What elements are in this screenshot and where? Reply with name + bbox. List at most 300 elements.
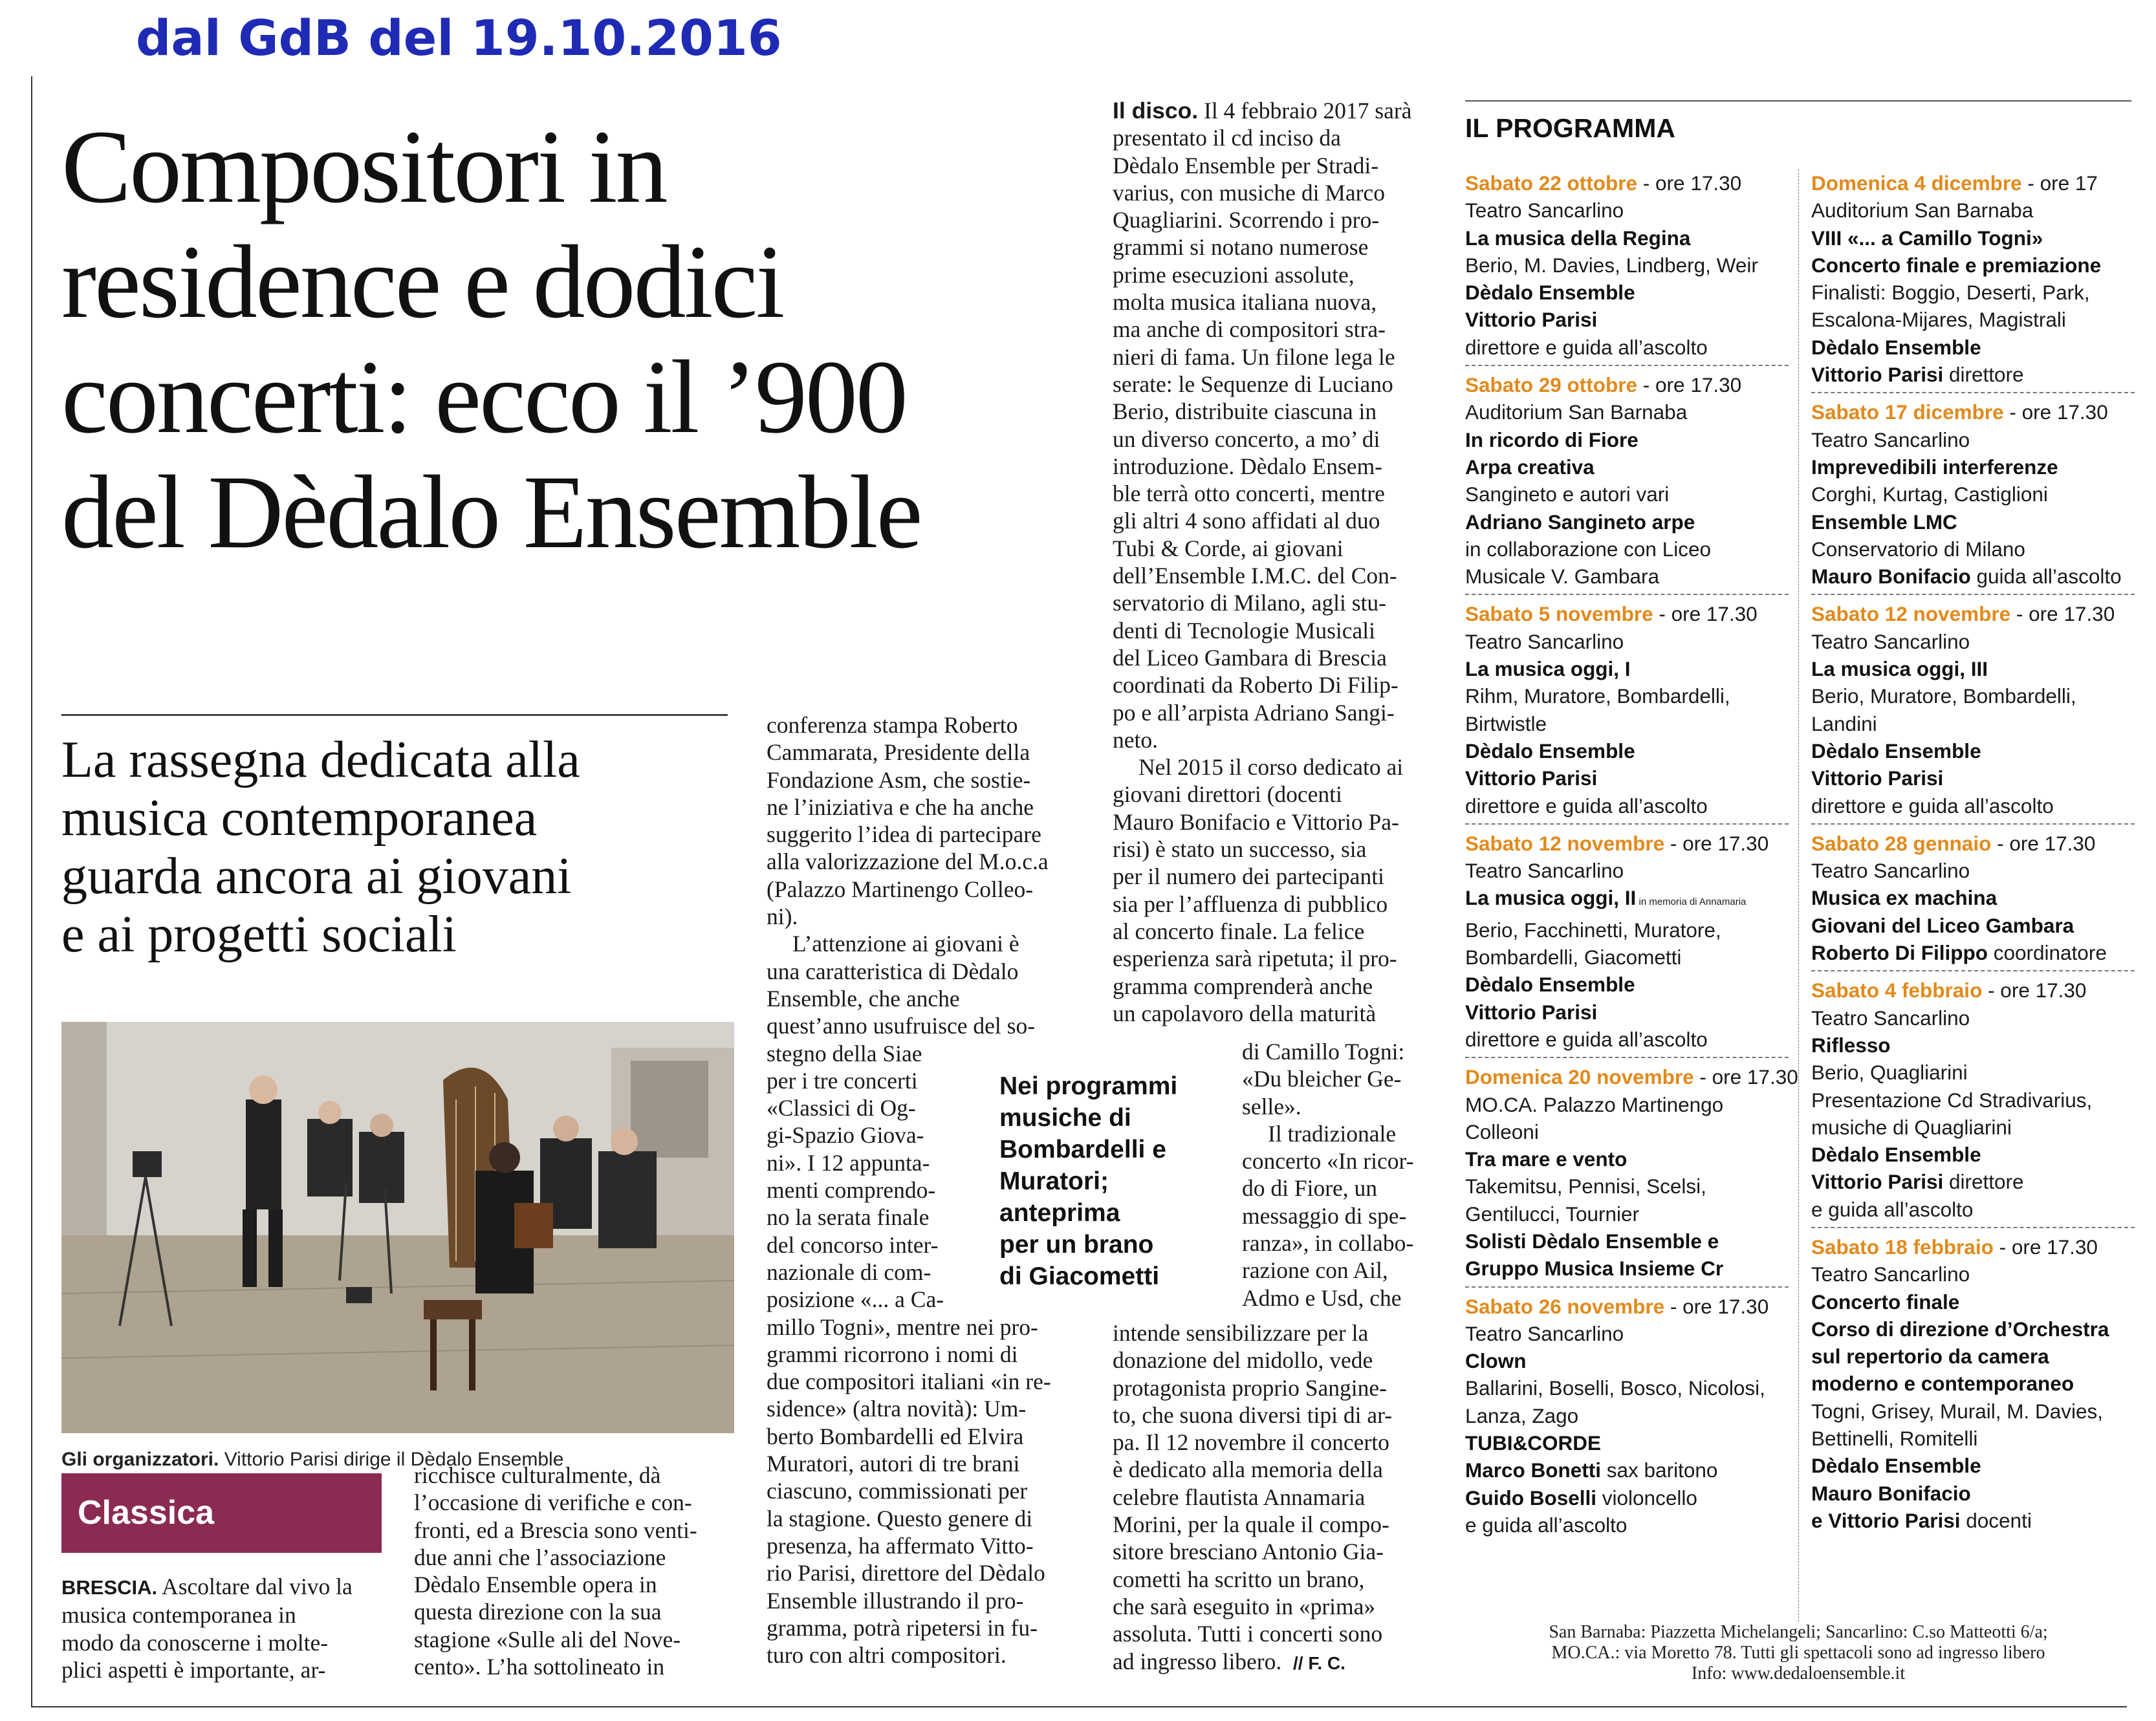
event-separator: [1465, 1057, 1789, 1058]
text-line: (Palazzo Martinengo Colleo-: [767, 876, 1034, 902]
event-detail: moderno e contemporaneo: [1811, 1372, 2074, 1396]
caption-text: Vittorio Parisi dirige il Dèdalo Ensemble: [219, 1449, 564, 1470]
event-time: - ore 17.30: [1653, 602, 1758, 626]
programma-footer: [1465, 1622, 2131, 1684]
event-entry: [1465, 169, 1789, 361]
text-line: stegno della Siae: [767, 1040, 922, 1066]
text-line: presenza, ha affermato Vitto-: [767, 1532, 1034, 1559]
event-separator: [1465, 1286, 1789, 1288]
event-detail-line: [1465, 1145, 1789, 1173]
text-line: Quagliarini. Scorrendo i pro-: [1113, 207, 1380, 233]
event-detail: Solisti Dèdalo Ensemble e: [1465, 1229, 1719, 1253]
text-line: modo da conoscerne i molte-: [61, 1629, 329, 1656]
text-line: l’occasione di verifiche e con-: [414, 1489, 692, 1516]
pull-quote-line: per un brano: [999, 1231, 1154, 1259]
event-detail-line: [1811, 792, 2135, 819]
programma-rule: [1465, 100, 2131, 102]
event-detail: Rihm, Muratore, Bombardelli,: [1465, 684, 1730, 708]
text-line: [1113, 1648, 1439, 1677]
event-detail: VIII «... a Camillo Togni»: [1811, 226, 2043, 250]
event-detail: Mauro Bonifacio: [1811, 1481, 1971, 1505]
event-detail-line: [1465, 792, 1789, 819]
event-detail-line: [1811, 481, 2135, 508]
event-detail-line: [1465, 224, 1789, 252]
event-detail-line: [1811, 1196, 2135, 1223]
event-detail-line: [1465, 710, 1789, 737]
text-line: turo con altri compositori.: [767, 1642, 1007, 1669]
text-line: di Camillo Togni:: [1242, 1039, 1405, 1065]
event-time: - ore 17.30: [1637, 373, 1742, 397]
event-detail: Teatro Sancarlino: [1465, 629, 1624, 653]
event-entry: [1811, 169, 2135, 388]
programma-title: IL PROGRAMMA: [1465, 113, 1675, 143]
text-line: del Liceo Gambara di Brescia: [1113, 644, 1387, 671]
event-detail: Landini: [1811, 711, 1877, 735]
text-line: gramma comprenderà anche: [1113, 973, 1373, 999]
event-detail-line: [1465, 999, 1789, 1026]
text-line: menti comprendo-: [767, 1177, 936, 1204]
text-line: risi) è stato un successo, sia: [1113, 836, 1367, 863]
event-detail: Riflesso: [1811, 1033, 1891, 1057]
event-detail-line: [1465, 1255, 1789, 1282]
event-date: Sabato 17 dicembre: [1811, 400, 2004, 424]
event-date: Sabato 26 novembre: [1465, 1294, 1665, 1318]
text-line: Morini, per la quale il compo-: [1113, 1511, 1389, 1538]
text-line: una caratteristica di Dèdalo: [767, 958, 1019, 984]
event-detail: musiche di Quagliarini: [1811, 1115, 2012, 1139]
event-detail-line: [1811, 361, 2135, 388]
event-entry: [1465, 600, 1789, 819]
text-line: L’attenzione ai giovani è: [792, 931, 1019, 957]
event-detail-line: [1465, 1320, 1789, 1347]
event-detail-line: [1465, 398, 1789, 426]
text-line: per il numero dei partecipanti: [1113, 863, 1384, 890]
pull-quote-line: Nei programmi: [999, 1072, 1178, 1100]
event-detail: Teatro Sancarlino: [1465, 859, 1624, 883]
text-line: cento». L’ha sottolineato in: [414, 1654, 665, 1680]
event-detail-line: [1465, 628, 1789, 655]
event-detail-line: [1811, 279, 2135, 306]
subheadline: [61, 731, 734, 964]
subhead-line: e ai progetti sociali: [61, 906, 457, 963]
text-line: prime esecuzioni assolute,: [1113, 261, 1355, 288]
text-line: un diverso concerto, a mo’ di: [1113, 426, 1380, 452]
event-detail-line: [1811, 306, 2135, 333]
event-time: - ore 17.30: [1664, 1294, 1769, 1318]
event-detail: Bombardelli, Giacometti: [1465, 946, 1682, 969]
event-separator: [1465, 594, 1789, 595]
text-line: pa. Il 12 novembre il concerto: [1113, 1429, 1389, 1456]
event-time: - ore 17.30: [1637, 171, 1742, 195]
section-lead: Il disco.: [1113, 98, 1199, 124]
article-column-4-bottom: [1113, 1319, 1439, 1677]
event-detail-line: [1465, 536, 1789, 563]
text-line: ciascuno, commissionati per: [767, 1478, 1028, 1504]
event-detail-line: [1465, 1173, 1789, 1200]
text-line: è dedicato alla memoria della: [1113, 1456, 1383, 1483]
event-date-line: [1811, 169, 2135, 197]
text-line: selle».: [1242, 1093, 1301, 1120]
text-line: un capolavoro della maturità: [1113, 1000, 1377, 1026]
event-detail: Dèdalo Ensemble: [1811, 1454, 1981, 1478]
event-detail-line: [1465, 1511, 1789, 1539]
text-line: posizione «... a Ca-: [767, 1286, 944, 1313]
text-line: po e all’arpista Adriano Sangi-: [1113, 699, 1395, 726]
event-detail: Dèdalo Ensemble: [1465, 281, 1635, 305]
event-detail: direttore e guida all’ascolto: [1811, 794, 2054, 817]
text-line: Fondazione Asm, che sostie-: [767, 766, 1031, 793]
event-detail: TUBI&CORDE: [1465, 1431, 1601, 1455]
event-detail-line: [1811, 508, 2135, 536]
event-detail: Teatro Sancarlino: [1811, 859, 1970, 883]
event-separator: [1811, 970, 2135, 971]
event-detail-line: [1811, 453, 2135, 481]
pull-quote-line: musiche di: [999, 1104, 1131, 1132]
text-line: cometti ha scritto un brano,: [1113, 1566, 1365, 1592]
event-detail: Dèdalo Ensemble: [1811, 1143, 1981, 1167]
article-column-4: [1113, 97, 1439, 1027]
event-detail-role: direttore: [1943, 363, 2024, 387]
event-entry: [1811, 600, 2135, 819]
event-detail-line: [1465, 481, 1789, 508]
subhead-line: musica contemporanea: [61, 790, 538, 847]
event-detail-line: [1811, 1032, 2135, 1059]
event-detail: Berio, M. Davies, Lindberg, Weir: [1465, 253, 1758, 277]
text-line: «Du bleicher Ge-: [1242, 1066, 1402, 1092]
event-detail: Vittorio Parisi: [1811, 1170, 1944, 1194]
event-detail: e Vittorio Parisi: [1811, 1508, 1961, 1532]
event-detail-line: [1811, 252, 2135, 279]
event-detail: direttore e guida all’ascolto: [1465, 1027, 1708, 1051]
event-time: - ore 17.30: [1664, 831, 1769, 855]
programma-right-column: [1811, 169, 2135, 1534]
event-detail-line: [1465, 1200, 1789, 1228]
text-line: introduzione. Dèdalo Ensem-: [1113, 453, 1383, 479]
text-line: ne l’iniziativa e che ha anche: [767, 794, 1034, 820]
event-detail: Berio, Muratore, Bombardelli,: [1811, 684, 2076, 708]
headline-line: del Dèdalo Ensemble: [61, 455, 921, 570]
headline: [61, 110, 1071, 570]
event-detail: La musica oggi, I: [1465, 657, 1631, 681]
event-date: Sabato 18 febbraio: [1811, 1235, 1994, 1259]
event-detail-line: [1465, 655, 1789, 682]
text-span: Il 4 febbraio 2017 sarà: [1198, 98, 1412, 124]
event-detail-line: [1465, 1118, 1789, 1145]
event-detail-line: [1465, 1347, 1789, 1374]
headline-line: Compositori in: [61, 109, 666, 225]
event-entry: [1811, 398, 2135, 590]
event-detail-note: in memoria di Annamaria: [1636, 896, 1747, 908]
event-detail-role: direttore: [1943, 1170, 2024, 1194]
event-separator: [1465, 365, 1789, 366]
pull-quote-line: anteprima: [999, 1199, 1120, 1227]
text-line: donazione del midollo, vede: [1113, 1347, 1373, 1374]
event-detail-line: [1465, 916, 1789, 944]
text-line: grammi ricorrono i nomi di: [767, 1341, 1018, 1367]
footer-line: San Barnaba: Piazzetta Michelangeli; Sancarlino: C.so Matteotti 6/a;: [1549, 1622, 2048, 1642]
event-detail: in collaborazione con Liceo: [1465, 537, 1711, 561]
event-entry: [1811, 977, 2135, 1223]
event-date-line: [1811, 830, 2135, 857]
subhead-rule: [61, 714, 728, 716]
event-detail: Roberto Di Filippo: [1811, 941, 1988, 965]
event-detail: Conservatorio di Milano: [1811, 537, 2025, 561]
text-line: dell’Ensemble I.M.C. del Con-: [1113, 563, 1397, 589]
text-line: razione con Ail,: [1242, 1257, 1388, 1284]
event-time: - ore 17.30: [2010, 602, 2115, 626]
text-line: Muratori, autori di tre brani: [767, 1451, 1020, 1477]
event-detail: Ensemble LMC: [1811, 510, 1957, 534]
event-detail-line: [1465, 279, 1789, 306]
event-date: Sabato 29 ottobre: [1465, 373, 1638, 397]
text-line: musica contemporanea in: [61, 1602, 296, 1629]
text-line: grammi si notano numerose: [1113, 234, 1369, 261]
event-date-line: [1811, 600, 2135, 627]
event-entry: [1811, 830, 2135, 966]
event-detail: Imprevedibili interferenze: [1811, 455, 2058, 479]
text-line: rio Parisi, direttore del Dèdalo: [767, 1560, 1045, 1586]
event-date-line: [1465, 169, 1789, 197]
event-detail-line: [1811, 1452, 2135, 1479]
event-detail: Guido Boselli: [1465, 1486, 1597, 1510]
event-detail: Adriano Sangineto arpe: [1465, 510, 1695, 534]
text-line: gramma, potrà ripetersi in fu-: [767, 1614, 1038, 1641]
text-line: Berio, distribuite ciascuna in: [1113, 398, 1377, 425]
event-detail: Birtwistle: [1465, 711, 1547, 735]
event-detail: Marco Bonetti: [1465, 1458, 1602, 1482]
headline-line: concerti: ecco il ’900: [61, 340, 906, 455]
event-detail: Takemitsu, Pennisi, Scelsi,: [1465, 1174, 1706, 1198]
event-separator: [1811, 1227, 2135, 1228]
text-span: ad ingresso libero.: [1113, 1648, 1282, 1674]
pull-quote-line: Bombardelli e: [999, 1136, 1166, 1164]
event-detail-line: [1465, 1429, 1789, 1456]
footer-line: MO.CA.: via Moretto 78. Tutti gli spettacoli sono ad ingresso libero: [1551, 1643, 2045, 1663]
event-date-line: [1465, 1293, 1789, 1320]
event-detail: Ballarini, Boselli, Bosco, Nicolosi,: [1465, 1376, 1765, 1400]
text-line: ni». I 12 appunta-: [767, 1149, 930, 1176]
event-date: Sabato 4 febbraio: [1811, 979, 1983, 1002]
event-detail-line: [1465, 334, 1789, 361]
event-detail: Dèdalo Ensemble: [1465, 739, 1635, 763]
event-detail-line: [1465, 1456, 1789, 1484]
event-detail: Dèdalo Ensemble: [1811, 335, 1981, 359]
concert-illustration: [61, 1022, 734, 1433]
event-detail-line: [1811, 426, 2135, 453]
event-detail: Teatro Sancarlino: [1811, 1006, 1970, 1030]
text-line: nieri di fama. Un filone lega le: [1113, 343, 1395, 370]
event-detail-role: violoncello: [1596, 1486, 1697, 1510]
event-detail: sul repertorio da camera: [1811, 1345, 2049, 1369]
text-line: per i tre concerti: [767, 1067, 918, 1094]
event-detail: In ricordo di Fiore: [1465, 428, 1639, 451]
text-line: gi-Spazio Giova-: [767, 1122, 924, 1149]
event-detail-line: [1811, 1507, 2135, 1534]
event-detail-line: [1811, 628, 2135, 655]
event-detail: Gruppo Musica Insieme Cr: [1465, 1257, 1724, 1281]
event-date: Sabato 12 novembre: [1465, 831, 1665, 855]
event-detail-line: [1811, 737, 2135, 764]
event-date: Sabato 22 ottobre: [1465, 171, 1638, 195]
text-line: presentato il cd inciso da: [1113, 125, 1341, 151]
event-detail: La musica oggi, III: [1811, 657, 1988, 681]
event-detail-line: [1465, 453, 1789, 481]
event-detail: Musicale V. Gambara: [1465, 565, 1659, 589]
event-detail-line: [1465, 1374, 1789, 1402]
event-entry: [1465, 830, 1789, 1053]
event-detail: Concerto finale e premiazione: [1811, 253, 2102, 277]
text-line: varius, con musiche di Marco: [1113, 179, 1385, 206]
event-detail-line: [1811, 1004, 2135, 1032]
event-detail-line: [1465, 1228, 1789, 1255]
event-detail-line: [1465, 306, 1789, 333]
event-detail-line: [1465, 1091, 1789, 1118]
text-line: [1113, 97, 1439, 124]
event-detail: Presentazione Cd Stradivarius,: [1811, 1088, 2093, 1112]
text-line: denti di Tecnologie Musicali: [1113, 617, 1376, 644]
event-detail-line: [1811, 857, 2135, 884]
event-detail: Teatro Sancarlino: [1811, 629, 1970, 653]
event-detail: Togni, Grisey, Murail, M. Davies,: [1811, 1399, 2104, 1423]
event-entry: [1811, 1233, 2135, 1534]
event-detail: Vittorio Parisi: [1811, 363, 1944, 387]
text-line: molta musica italiana nuova,: [1113, 289, 1377, 316]
text-line: che sarà eseguito in «prima»: [1113, 1593, 1376, 1619]
event-detail-line: [1811, 1288, 2135, 1315]
event-detail-line: [1811, 1370, 2135, 1397]
programma-left-column: [1465, 169, 1798, 1539]
event-detail-line: [1465, 1026, 1789, 1053]
event-detail-line: [1465, 508, 1789, 536]
event-date: Sabato 28 gennaio: [1811, 831, 1992, 855]
event-entry: [1465, 1063, 1798, 1282]
event-detail-line: [1811, 334, 2135, 361]
author-signature: // F. C.: [1293, 1652, 1345, 1673]
event-date-line: [1465, 1063, 1798, 1090]
event-date-line: [1811, 398, 2135, 426]
text-line: berto Bombardelli ed Elvira: [767, 1423, 1024, 1449]
text-line: protagonista proprio Sanginе-: [1113, 1374, 1387, 1401]
text-line: «Classici di Og-: [767, 1095, 916, 1121]
event-detail: Gentilucci, Tournier: [1465, 1202, 1640, 1226]
pull-quote: [999, 1070, 1223, 1292]
event-detail-line: [1811, 1114, 2135, 1141]
text-line: la stagione. Questo genere di: [767, 1505, 1033, 1532]
event-detail: Bettinelli, Romitelli: [1811, 1427, 1978, 1451]
event-detail-line: [1811, 764, 2135, 792]
text-line: ranza», in collabo-: [1242, 1230, 1414, 1257]
text-line: al concerto finale. La felice: [1113, 918, 1365, 944]
event-detail: Vittorio Parisi: [1465, 1000, 1598, 1024]
text-line: messaggio di spe-: [1242, 1202, 1407, 1229]
event-time: - ore 17.30: [1693, 1065, 1798, 1089]
event-detail: Colleoni: [1465, 1120, 1539, 1143]
event-detail: Teatro Sancarlino: [1811, 1262, 1970, 1286]
text-line: to, che suona diversi tipi di ar-: [1113, 1402, 1393, 1428]
event-detail: Giovani del Liceo Gambara: [1811, 913, 2074, 937]
headline-line: residence e dodici: [61, 224, 783, 340]
event-detail: Clown: [1465, 1349, 1527, 1373]
event-detail: Vittorio Parisi: [1465, 766, 1598, 790]
footer-line: Info: www.dedaloensemble.it: [1691, 1663, 1906, 1683]
text-line: conferenza stampa Roberto: [767, 712, 1018, 738]
event-detail: MO.CA. Palazzo Martinengo: [1465, 1092, 1724, 1116]
event-detail-line: [1811, 563, 2135, 590]
text-line: Dèdalo Ensemble per Stradi-: [1113, 152, 1379, 179]
event-detail: e guida all’ascolto: [1465, 1513, 1628, 1537]
text-line: ble terrà otto concerti, mentre: [1113, 481, 1385, 507]
text-line: fronti, ed a Brescia sono venti-: [414, 1517, 697, 1543]
text-line: alla valorizzazione del M.o.c.a: [767, 849, 1049, 875]
text-line: ni).: [767, 904, 798, 930]
article-column-4-narrow: [1242, 1038, 1439, 1312]
event-date-line: [1465, 371, 1789, 398]
event-time: - ore 17.30: [2003, 400, 2108, 424]
text-line: celebre flautista Annamaria: [1113, 1484, 1366, 1510]
event-date-line: [1465, 830, 1789, 857]
text-line: BRESCIA. Ascoltare dal vivo la: [61, 1574, 353, 1599]
text-line: millo Togni», mentre nei pro-: [767, 1314, 1038, 1340]
text-line: Mauro Bonifacio e Vittorio Pa-: [1113, 808, 1399, 835]
event-time: - ore 17.30: [1993, 1235, 2098, 1259]
event-separator: [1811, 823, 2135, 825]
event-detail-line: [1465, 944, 1789, 971]
pull-quote-line: Muratori;: [999, 1167, 1109, 1195]
event-detail-line: [1811, 1343, 2135, 1370]
event-time: - ore 17.30: [1991, 831, 2096, 855]
event-separator: [1465, 823, 1789, 825]
event-detail-line: [1811, 1261, 2135, 1288]
event-detail-line: [1811, 1059, 2135, 1086]
event-detail: Berio, Quagliarini: [1811, 1061, 1968, 1085]
event-detail: Arpa creativa: [1465, 455, 1595, 479]
event-detail: Vittorio Parisi: [1811, 766, 1944, 790]
text-line: due anni che l’associazione: [414, 1544, 666, 1570]
pull-quote-line: di Giacometti: [999, 1262, 1160, 1290]
text-line: intende sensibilizzare per la: [1113, 1320, 1369, 1346]
section-tag: Classica: [61, 1473, 382, 1553]
event-entry: [1465, 1293, 1789, 1539]
text-line: Tubi & Corde, ai giovani: [1113, 535, 1344, 561]
event-time: - ore 17.30: [1982, 979, 2087, 1002]
event-detail-line: [1465, 884, 1789, 916]
event-date-line: [1811, 977, 2135, 1004]
text-line: Cammarata, Presidente della: [767, 739, 1030, 766]
text-line: nazionale di com-: [767, 1259, 931, 1285]
event-detail-line: [1811, 939, 2135, 966]
text-line: Ensemble illustrando il pro-: [767, 1587, 1024, 1614]
event-detail: Berio, Facchinetti, Muratore,: [1465, 918, 1721, 942]
event-detail-role: docenti: [1960, 1508, 2032, 1532]
source-stamp: dal GdB del 19.10.2016: [136, 9, 782, 67]
event-detail: Mauro Bonifacio: [1811, 565, 1971, 589]
event-detail: Dèdalo Ensemble: [1811, 739, 1981, 763]
text-line: stagione «Sulle ali del Nove-: [414, 1626, 681, 1652]
event-detail-line: [1811, 682, 2135, 709]
event-detail: Vittorio Parisi: [1465, 308, 1598, 332]
event-detail: Auditorium San Barnaba: [1465, 400, 1688, 424]
event-date-line: [1465, 600, 1789, 627]
ensemble-photo: [61, 1022, 734, 1433]
text-line: sitore bresciano Antonio Gia-: [1113, 1539, 1384, 1565]
event-separator: [1811, 392, 2135, 393]
event-date: Domenica 4 dicembre: [1811, 171, 2022, 195]
text-line: Admo e Usd, che: [1242, 1284, 1402, 1311]
event-entry: [1465, 371, 1789, 590]
event-detail-line: [1811, 1425, 2135, 1452]
text-line: suggerito l’idea di partecipare: [767, 821, 1041, 848]
event-detail-role: coordinatore: [1987, 941, 2107, 965]
